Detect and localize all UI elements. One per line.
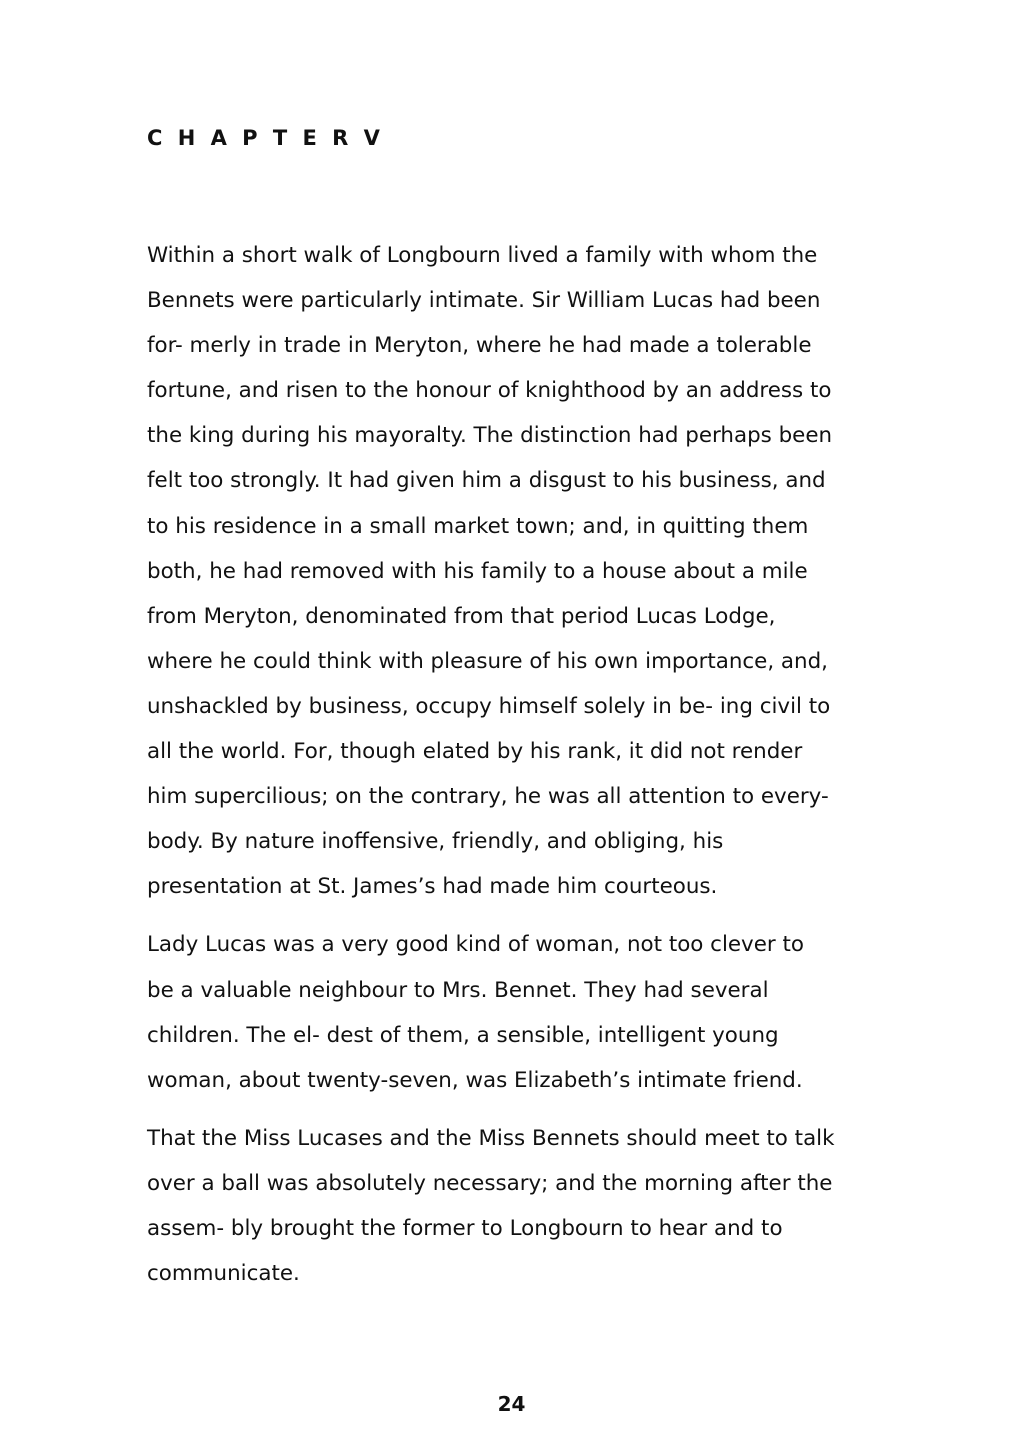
paragraph: Lady Lucas was a very good kind of woman, not too clever to be a valuable neighbour to Mrs. Bennet. They had several children. The el- dest of them, a sensible, intelligent young woman, about twenty-seven, was Elizabeth’s intimate friend. [147,932,804,1093]
chapter-body [147,233,877,1309]
chapter-heading: C H A P T E R V [147,126,384,150]
page-number: 24 [497,1392,526,1416]
paragraph: Within a short walk of Longbourn lived a family with whom the Bennets were particularly intimate. Sir William Lucas had been for- merly in trade in Meryton, where he had made a tolerable fortune, and risen to the honour of knighthood by an address to the king during his mayoralty. The distinction had perhaps been felt too strongly. It had given him a disgust to his business, and to his residence in a small market town; and, in quitting them both, he had removed with his family to a house about a mile from Meryton, denominated from that period Lucas Lodge, where he could think with pleasure of his own importance, and, unshackled by business, occupy himself solely in be- ing civil to all the world. For, though elated by his rank, it did not render him supercilious; on the contrary, he was all attention to every- body. By nature inoffensive, friendly, and obliging, his presentation at St. James’s had made him courteous. [147,243,833,900]
paragraph: That the Miss Lucases and the Miss Bennets should meet to talk over a ball was absolutely necessary; and the morning after the assem- bly brought the former to Longbourn to hear and to communicate. [147,1125,835,1287]
